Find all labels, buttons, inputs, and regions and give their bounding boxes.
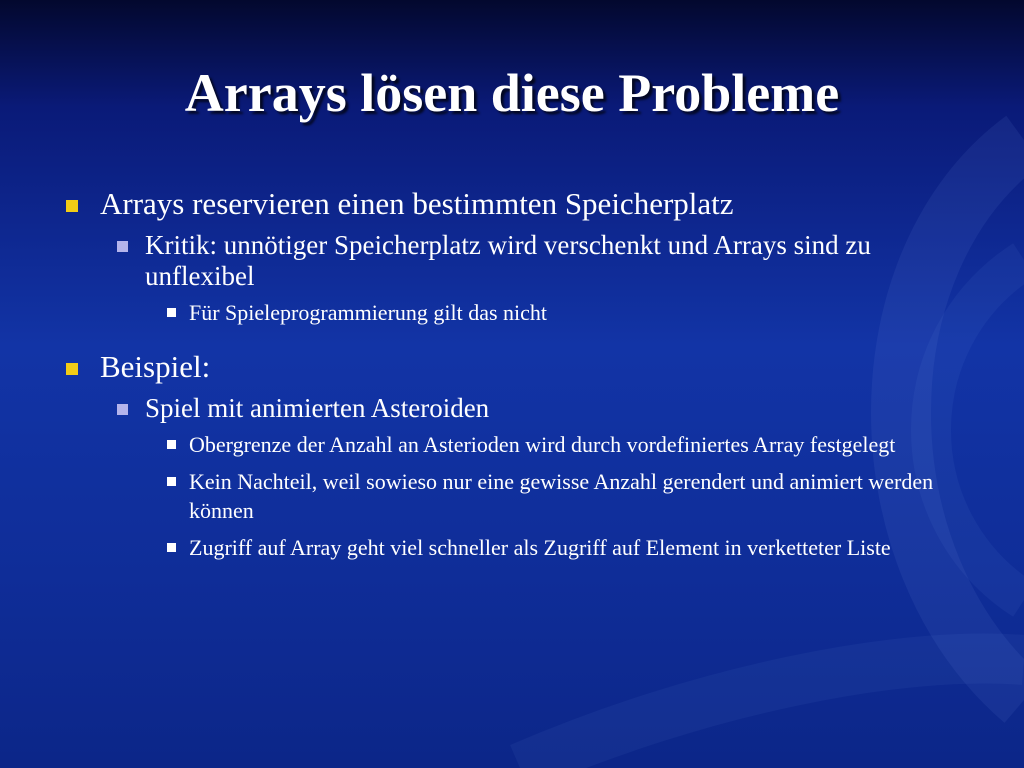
- bullet-arrays-reserve: [60, 186, 960, 222]
- bullet-text: Kein Nachteil, weil sowieso nur eine gewisse Anzahl gerendert und animiert werden können: [189, 469, 934, 523]
- spacer: [60, 335, 960, 349]
- bullet-asteroiden-spiel: [105, 393, 960, 424]
- square-bullet-icon: [117, 241, 128, 252]
- bullet-list: [60, 186, 960, 570]
- bullet-beispiel: [60, 349, 960, 385]
- square-bullet-icon: [167, 543, 176, 552]
- bullet-obergrenze: [165, 430, 960, 459]
- bullet-kein-nachteil: [165, 467, 960, 525]
- bullet-text: Obergrenze der Anzahl an Asterioden wird durch vordefiniertes Array festgelegt: [189, 432, 896, 457]
- bullet-text: Arrays reservieren einen bestimmten Speicherplatz: [100, 186, 734, 221]
- square-bullet-icon: [117, 404, 128, 415]
- bullet-kritik: [105, 230, 960, 292]
- bullet-text: Für Spieleprogrammierung gilt das nicht: [189, 300, 548, 325]
- square-bullet-icon: [167, 308, 176, 317]
- square-bullet-icon: [66, 200, 78, 212]
- square-bullet-icon: [167, 440, 176, 449]
- bullet-spieleprogrammierung: [165, 298, 960, 327]
- bullet-zugriff: [165, 533, 960, 562]
- square-bullet-icon: [167, 477, 176, 486]
- bullet-text: Zugriff auf Array geht viel schneller als Zugriff auf Element in verketteter Liste: [189, 535, 891, 560]
- slide-title: Arrays lösen diese Probleme: [184, 63, 840, 123]
- bullet-text: Spiel mit animierten Asteroiden: [145, 393, 490, 423]
- bullet-text: Beispiel:: [100, 349, 211, 384]
- bullet-text: Kritik: unnötiger Speicherplatz wird verschenkt und Arrays sind zu unflexibel: [145, 230, 871, 291]
- square-bullet-icon: [66, 363, 78, 375]
